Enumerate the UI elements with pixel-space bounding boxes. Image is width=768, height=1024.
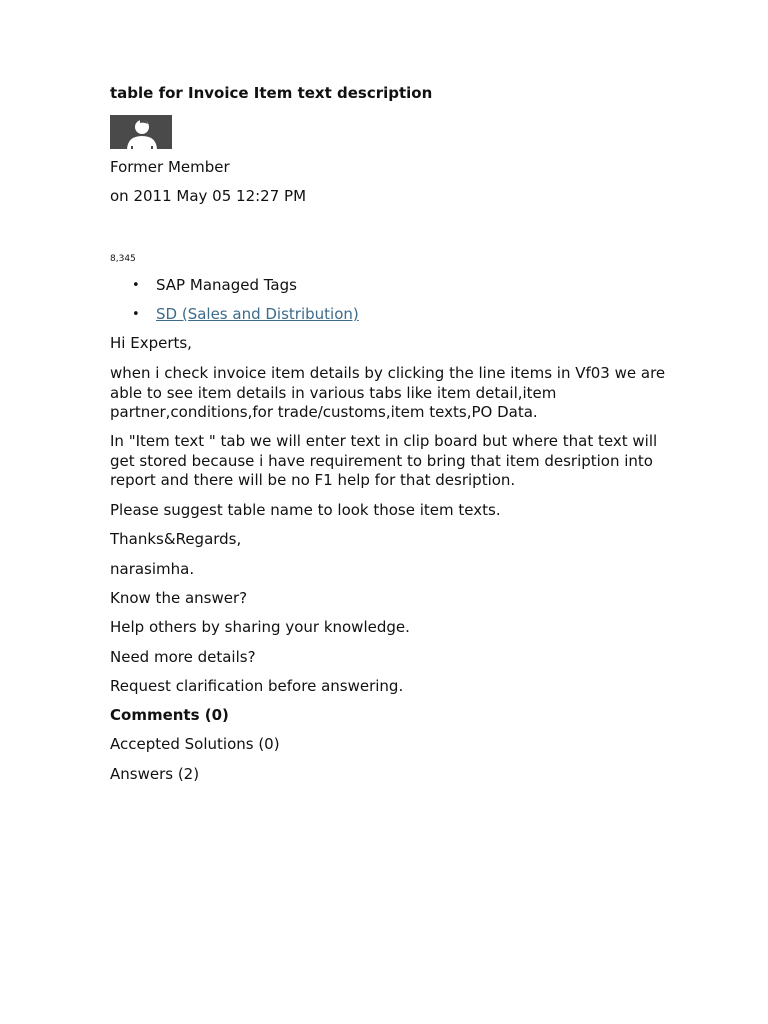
bullet-icon: • xyxy=(132,278,140,293)
signoff: Thanks&Regards, xyxy=(110,530,242,548)
know-answer-text: Know the answer? xyxy=(110,589,248,607)
bullet-icon: • xyxy=(132,307,140,322)
comments-heading[interactable]: Comments (0) xyxy=(110,706,229,724)
tag-list xyxy=(110,276,359,334)
greeting: Hi Experts, xyxy=(110,334,192,352)
tag-item xyxy=(110,276,359,305)
question-title: table for Invoice Item text description xyxy=(110,84,433,102)
signature: narasimha. xyxy=(110,560,195,578)
author-name[interactable]: Former Member xyxy=(110,158,230,176)
user-silhouette-icon xyxy=(110,115,172,149)
accepted-solutions-heading[interactable]: Accepted Solutions (0) xyxy=(110,735,280,753)
body-paragraph: In "Item text " tab we will enter text in clip board but where that text will get stored because i have requirement to bring that item desription into report and there will be no F1 help for that desription. xyxy=(110,432,658,489)
help-others-text: Help others by sharing your knowledge. xyxy=(110,618,410,636)
need-details-text: Need more details? xyxy=(110,648,256,666)
request-clarification-text: Request clarification before answering. xyxy=(110,677,404,695)
answers-heading[interactable]: Answers (2) xyxy=(110,765,200,783)
body-paragraph: Please suggest table name to look those item texts. xyxy=(110,501,501,519)
view-count: 8,345 xyxy=(110,254,136,264)
tag-label: SAP Managed Tags xyxy=(156,276,297,294)
avatar[interactable] xyxy=(110,115,172,149)
tag-link-sd[interactable]: SD (Sales and Distribution) xyxy=(156,305,359,323)
body-paragraph: when i check invoice item details by clicking the line items in Vf03 we are able to see item details in various tabs like item detail,item partner,conditions,for trade/customs,item texts,PO Data. xyxy=(110,364,666,421)
post-date: on 2011 May 05 12:27 PM xyxy=(110,187,307,205)
tag-item xyxy=(110,305,359,334)
